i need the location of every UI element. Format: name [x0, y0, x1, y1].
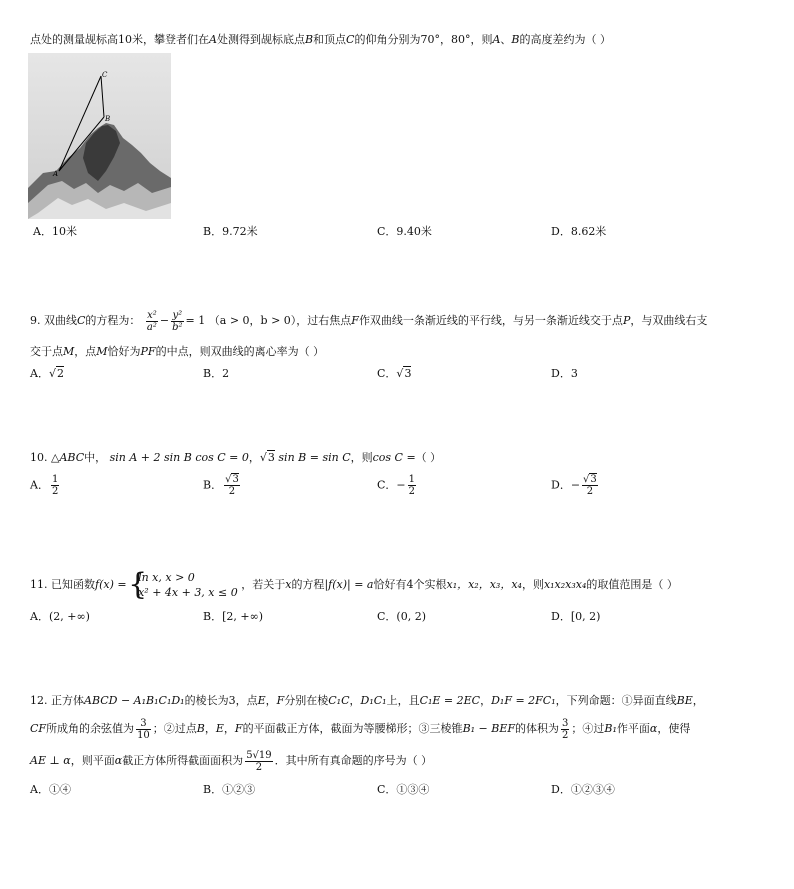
q9-frac-x [146, 310, 158, 333]
q11-case: x² + 4x + 3, x ≤ 0 [138, 586, 238, 599]
q9-frac-y [171, 310, 183, 333]
q12-text: 截正方体所得截面面积为 [122, 754, 244, 767]
q8-stem-part: 处测得到觇标底点 [216, 33, 305, 46]
option-label: B． [203, 478, 223, 492]
q12-frac [245, 750, 272, 773]
frac-den: 2 [586, 486, 594, 497]
q12-var: E [257, 694, 266, 707]
q11-option-b[interactable]: B．[2, +∞) [203, 610, 264, 623]
q12-text: ， [265, 694, 277, 707]
q11-option-d[interactable]: D．[0, 2) [551, 610, 601, 623]
q12-text: 作平面 [616, 722, 650, 735]
label-b: B [105, 115, 111, 123]
q11-text: 恰好有4个实根 [373, 578, 447, 591]
q9-text: 作双曲线一条渐近线的平行线，与另一条渐近线交于点 [358, 314, 623, 327]
q9-eq-rhs: = 1 [185, 314, 206, 327]
q12-var: α [114, 754, 123, 767]
q8-var: B [304, 33, 314, 46]
q12-var: F [234, 722, 243, 735]
q9-text: 双曲线 [44, 314, 77, 327]
q10-text: ， [248, 451, 260, 464]
option-label: C． [377, 478, 397, 492]
q9-text: 恰好为 [107, 345, 141, 358]
q12-var: C₁C [328, 694, 350, 707]
q12-equation: D₁F = 2FC₁ [491, 694, 556, 707]
q12-perp: AE ⊥ α [30, 754, 71, 767]
q11-text: ，若关于 [241, 578, 286, 591]
q12-text: ， [204, 722, 216, 735]
q12-var: F [276, 694, 285, 707]
q12-frac [136, 718, 151, 741]
frac-num: 3 [136, 718, 151, 730]
q9-text: ，点 [74, 345, 97, 358]
q8-option-b[interactable]: B．9.72米 [203, 225, 258, 238]
q8-stem-part: 点处的测量觇标高10米，攀登者们在 [30, 33, 209, 46]
q12-text: ；②过点 [152, 722, 197, 735]
option-sign: − [396, 478, 406, 492]
q11-stem [30, 568, 678, 602]
q10-option-d[interactable] [551, 474, 600, 497]
q9-option-a[interactable]: A．√2 [30, 367, 64, 380]
option-frac [408, 474, 416, 497]
option-label: A． [30, 478, 49, 492]
q11-case: { ln x, x > 0 [138, 571, 195, 584]
q8-var: B [511, 33, 520, 46]
frac-num: x² [147, 309, 157, 321]
question-number: 12. [30, 694, 48, 707]
q8-stem-part: 的仰角分别为70°，80°，则 [354, 33, 493, 46]
q11-text: 的取值范围是（ ） [586, 578, 678, 591]
q9-stem-line1: 9. 双曲线C的方程为： $\frac{\text{x²}}{\text{a²}}$ − $\frac{\text{y²}}{\text{b²}}$ = 1 （a > 0，b > 0），过右焦点F作双曲线一条渐近线的平行线，与另一条渐近线交于点P，与双曲线右支 [30, 309, 708, 333]
q9-var: C [77, 314, 86, 327]
q12-var: D₁C₁ [360, 694, 387, 707]
q12-text: ， [480, 694, 492, 707]
q11-piecewise [130, 570, 238, 600]
q11-text: 的方程 [291, 578, 325, 591]
q12-text: ，使得 [657, 722, 691, 735]
q9-text: （a > 0，b > 0），过右焦点 [208, 314, 352, 327]
q9-var: M [96, 345, 108, 358]
frac-den: 2 [51, 486, 59, 497]
frac-num: 3 [232, 474, 239, 485]
q11-roots: x₁，x₂，x₃，x₄ [446, 578, 522, 591]
mountain-photo [28, 53, 171, 219]
q10-equation: sin A + 2 sin B cos C = 0 [109, 451, 249, 464]
frac-den: b² [172, 321, 183, 333]
q12-stem-line1 [30, 693, 704, 709]
q10-option-b[interactable] [203, 474, 242, 497]
option-frac: $\frac{√3}{2}$ [225, 474, 239, 497]
q9-text: 交于点 [30, 345, 63, 358]
q8-option-a[interactable]: A．10米 [33, 225, 77, 238]
q11-option-a[interactable]: A．(2, +∞) [30, 610, 90, 623]
q9-var: P [622, 314, 631, 327]
q8-stem-part: 和顶点 [313, 33, 347, 46]
frac-num: y² [172, 309, 183, 321]
q10-text: 中， [84, 451, 107, 464]
q11-text: ，则 [521, 578, 544, 591]
frac-den: 2 [408, 486, 416, 497]
question-number: 11. [30, 578, 48, 591]
option-label: A． [30, 367, 49, 380]
question-number: 9. [30, 314, 41, 327]
q8-var: C [346, 33, 355, 46]
frac-num: 1 [51, 474, 59, 485]
q12-text: ，下列命题：①异面直线 [555, 694, 677, 707]
option-frac [51, 474, 59, 497]
q9-text: 的方程为： [85, 314, 141, 327]
q11-option-c[interactable]: C．(0, 2) [377, 610, 426, 623]
q12-option-d[interactable]: D．①②③④ [551, 783, 615, 796]
q8-stem-part: 的高度差约为（ ） [519, 33, 612, 46]
q8-option-c[interactable]: C．9.40米 [377, 225, 432, 238]
q10-text: ，则 [350, 451, 373, 464]
q10-ask: cos C = [372, 451, 416, 464]
q10-root: 3 [267, 451, 275, 464]
q11-var: x [285, 578, 292, 591]
q12-text: ．其中所有真命题的序号为（ ） [274, 754, 433, 767]
frac-den: 2 [255, 761, 263, 773]
q12-text: 上，且 [386, 694, 420, 707]
option-value: 2 [56, 367, 64, 380]
frac-den: 2 [562, 729, 569, 741]
frac-den: 10 [137, 729, 150, 741]
q8-stem-part: 、 [500, 33, 512, 46]
q12-text: ，则平面 [70, 754, 115, 767]
q12-text: 的棱长为3，点 [184, 694, 258, 707]
q12-var: B [196, 722, 205, 735]
q11-fx: f(x) = [95, 578, 127, 591]
option-sign: − [570, 478, 581, 492]
q11-equation: |f(x)| = a [324, 578, 374, 591]
q12-text: 分别在棱 [284, 694, 329, 707]
q8-option-d[interactable]: D．8.62米 [551, 225, 607, 238]
q9-text: ，与双曲线右支 [630, 314, 708, 327]
q10-stem: 10. △ABC中， sin A + 2 sin B cos C = 0，√3 sin B = sin C，则cos C =（ ） [30, 451, 442, 464]
q12-text: ， [349, 694, 361, 707]
option-frac: $\frac{√3}{2}$ [583, 474, 597, 497]
q11-text: 已知函数 [51, 578, 95, 591]
label-c: C [102, 71, 108, 79]
q12-text: 的平面截正方体，截面为等腰梯形；③三棱锥 [242, 722, 463, 735]
frac-den: a² [146, 321, 157, 333]
option-value: 3 [404, 367, 412, 380]
q12-var: CF [30, 722, 47, 735]
option-label: D． [551, 478, 571, 492]
frac-num: 5√19 [246, 749, 272, 761]
q12-stem-line3 [30, 748, 432, 774]
q12-cube: ABCD − A₁B₁C₁D₁ [84, 694, 185, 707]
q12-text: 的体积为 [515, 722, 560, 735]
q9-var: PF [140, 345, 156, 358]
q12-equation: C₁E = 2EC [419, 694, 481, 707]
q10-equation: sin B = sin C [278, 451, 351, 464]
q12-stem-line2 [30, 716, 690, 742]
q9-var: F [351, 314, 359, 327]
q12-option-b[interactable]: B．①②③ [203, 783, 256, 796]
q9-option-c[interactable]: C．√3 [377, 367, 412, 380]
q9-option-b[interactable]: B．2 [203, 367, 230, 380]
q12-text: ；④过 [571, 722, 605, 735]
label-a: A [53, 170, 59, 178]
q9-text: 的中点，则双曲线的离心率为（ ） [155, 345, 325, 358]
q8-var: A [492, 33, 501, 46]
question-number: 10. [30, 451, 48, 464]
q12-option-a[interactable]: A．①④ [30, 783, 71, 796]
q8-var: A [209, 33, 217, 46]
q9-option-d[interactable]: D．3 [551, 367, 578, 380]
q9-var: M [63, 345, 75, 358]
q9-stem-line2 [30, 344, 324, 360]
option-label: C． [377, 367, 397, 380]
q8-stem [30, 32, 611, 48]
q12-text: ， [692, 694, 704, 707]
q12-text: ， [223, 722, 235, 735]
q12-var: B₁ [604, 722, 617, 735]
q12-var: BE [676, 694, 693, 707]
q12-text: 所成角的余弦值为 [46, 722, 135, 735]
q10-option-c[interactable] [377, 474, 418, 497]
frac-num: 1 [408, 474, 416, 485]
q12-text: 正方体 [51, 694, 84, 707]
q10-triangle: △ABC [51, 451, 85, 464]
q12-var: E [215, 722, 224, 735]
q11-product: x₁x₂x₃x₄ [543, 578, 587, 591]
q12-tetrahedron: B₁ − BEF [462, 722, 516, 735]
q12-var: α [649, 722, 658, 735]
q12-frac [561, 718, 569, 741]
q12-option-c[interactable]: C．①③④ [377, 783, 430, 796]
frac-num: 3 [590, 474, 597, 485]
frac-den: 2 [228, 486, 236, 497]
q10-option-a[interactable] [30, 474, 61, 497]
frac-num: 3 [562, 717, 569, 729]
q10-text: （ ） [415, 451, 442, 464]
